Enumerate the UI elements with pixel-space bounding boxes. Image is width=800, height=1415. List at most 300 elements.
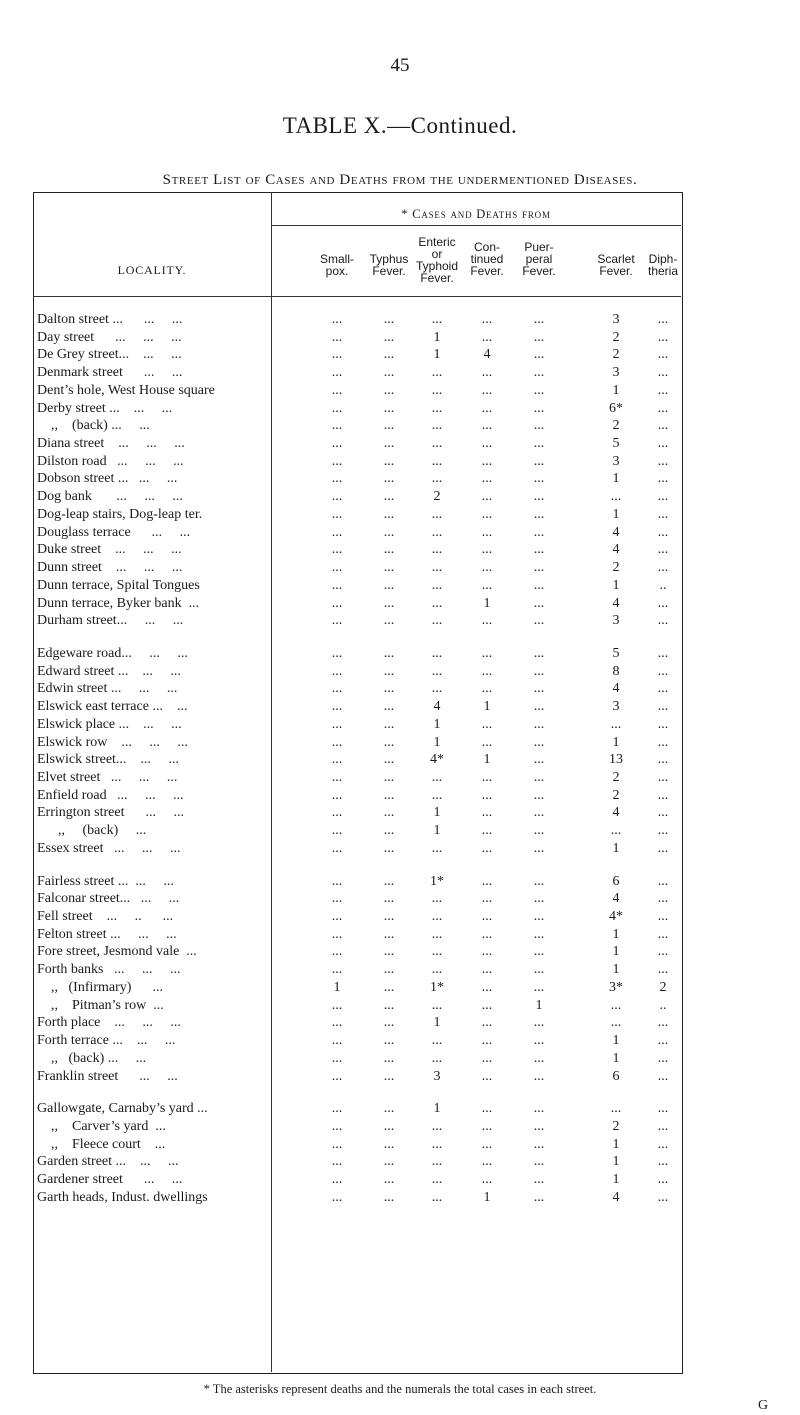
table-row bbox=[33, 890, 681, 907]
table-row bbox=[33, 577, 681, 594]
value-cell: 6* bbox=[609, 400, 623, 416]
value-cell: ... bbox=[331, 436, 343, 452]
value-cell: 2 bbox=[612, 787, 620, 803]
value-cell: ... bbox=[657, 716, 669, 732]
value-cell: ... bbox=[481, 873, 493, 889]
value-cell: ... bbox=[383, 944, 395, 960]
value-cell: ... bbox=[331, 962, 343, 978]
locality-cell: ,, (back) ... ... bbox=[37, 418, 150, 434]
value-cell: 1 bbox=[433, 1101, 441, 1117]
table-row bbox=[33, 470, 681, 487]
value-cell: ... bbox=[533, 595, 545, 611]
value-cell: ... bbox=[481, 1118, 493, 1134]
value-cell: ... bbox=[481, 577, 493, 593]
value-cell: ... bbox=[657, 944, 669, 960]
value-cell: ... bbox=[383, 997, 395, 1013]
table-subtitle: Street List of Cases and Deaths from the undermentioned Diseases. bbox=[162, 172, 638, 188]
table-row bbox=[33, 1050, 681, 1067]
value-cell: 4 bbox=[483, 347, 491, 363]
value-cell: ... bbox=[331, 699, 343, 715]
value-cell: ... bbox=[431, 840, 443, 856]
table-row bbox=[33, 1100, 681, 1117]
value-cell: ... bbox=[331, 926, 343, 942]
locality-cell: ,, (back) ... ... bbox=[37, 1050, 147, 1066]
value-cell: 1 bbox=[433, 329, 441, 345]
value-cell: ... bbox=[481, 770, 493, 785]
value-cell: ... bbox=[331, 542, 343, 558]
locality-cell: Enfield road ... ... ... bbox=[37, 787, 184, 803]
value-cell: ... bbox=[383, 577, 395, 593]
value-cell: ... bbox=[481, 542, 493, 558]
value-cell: ... bbox=[383, 560, 395, 576]
value-cell: 5 bbox=[612, 645, 620, 661]
locality-cell: Garth heads, Indust. dwellings bbox=[37, 1189, 208, 1205]
value-cell: ... bbox=[657, 752, 669, 768]
value-cell: ... bbox=[431, 663, 443, 679]
value-cell: 1 bbox=[612, 1050, 620, 1066]
value-cell: ... bbox=[533, 823, 545, 839]
value-cell: ... bbox=[657, 1172, 669, 1188]
value-cell: ... bbox=[331, 613, 343, 629]
value-cell: ... bbox=[383, 979, 395, 995]
table-row bbox=[33, 926, 681, 943]
value-cell: .. bbox=[659, 997, 667, 1013]
value-cell: ... bbox=[383, 663, 395, 679]
value-cell: 1 bbox=[433, 1015, 441, 1031]
value-cell: ... bbox=[481, 1136, 493, 1152]
value-cell: ... bbox=[533, 681, 545, 697]
value-cell: 1 bbox=[612, 926, 620, 942]
value-cell: ... bbox=[657, 595, 669, 611]
value-cell: ... bbox=[431, 1118, 443, 1134]
value-cell: ... bbox=[383, 453, 395, 469]
value-cell: ... bbox=[331, 577, 343, 593]
locality-cell: Franklin street ... ... bbox=[37, 1068, 178, 1084]
value-cell: ... bbox=[481, 506, 493, 522]
table-row bbox=[33, 559, 681, 576]
value-cell: ... bbox=[481, 560, 493, 576]
value-cell: ... bbox=[331, 471, 343, 487]
value-cell: ... bbox=[657, 613, 669, 629]
value-cell: ... bbox=[431, 382, 443, 398]
value-cell: ... bbox=[481, 1015, 493, 1031]
group-header-rule bbox=[271, 225, 681, 226]
table-row bbox=[33, 787, 681, 804]
locality-cell: Fell street ... .. ... bbox=[37, 909, 174, 925]
column-header: Puer- peral Fever. bbox=[522, 240, 556, 278]
value-cell: ... bbox=[481, 1050, 493, 1066]
table-row bbox=[33, 417, 681, 434]
locality-cell: Dalton street ... ... ... bbox=[37, 312, 183, 327]
column-header: Diph- theria bbox=[647, 252, 679, 278]
value-cell: ... bbox=[331, 524, 343, 540]
value-cell: ... bbox=[331, 1033, 343, 1049]
table-row bbox=[33, 595, 681, 612]
value-cell: ... bbox=[481, 645, 493, 661]
value-cell: ... bbox=[657, 1189, 669, 1205]
value-cell: ... bbox=[481, 716, 493, 732]
value-cell: ... bbox=[657, 909, 669, 925]
value-cell: ... bbox=[481, 823, 493, 839]
value-cell: ... bbox=[481, 1033, 493, 1049]
table-row bbox=[33, 822, 681, 839]
value-cell: ... bbox=[383, 1015, 395, 1031]
value-cell: ... bbox=[657, 506, 669, 522]
value-cell: 1 bbox=[483, 1189, 491, 1205]
value-cell: 1 bbox=[483, 699, 491, 715]
value-cell: ... bbox=[331, 506, 343, 522]
locality-cell: Elswick east terrace ... ... bbox=[37, 699, 188, 715]
value-cell: 3 bbox=[612, 453, 620, 469]
value-cell: 5 bbox=[612, 436, 620, 452]
locality-cell: ,, Fleece court ... bbox=[37, 1136, 166, 1152]
value-cell: ... bbox=[383, 347, 395, 363]
value-cell: ... bbox=[481, 840, 493, 856]
value-cell: ... bbox=[533, 1101, 545, 1117]
value-cell: ... bbox=[383, 312, 395, 327]
value-cell: ... bbox=[431, 962, 443, 978]
value-cell: ... bbox=[481, 489, 493, 505]
value-cell: ... bbox=[481, 312, 493, 327]
column-header: Scarlet Fever. bbox=[597, 252, 635, 278]
value-cell: ... bbox=[431, 613, 443, 629]
value-cell: 1 bbox=[612, 734, 620, 750]
value-cell: ... bbox=[431, 418, 443, 434]
value-cell: 1 bbox=[612, 1154, 620, 1170]
locality-cell: Dunn street ... ... ... bbox=[37, 560, 183, 576]
value-cell: ... bbox=[383, 1068, 395, 1084]
page-number: 45 bbox=[390, 55, 410, 76]
table-row bbox=[33, 346, 681, 363]
table-row bbox=[33, 524, 681, 541]
value-cell: 2 bbox=[612, 329, 620, 345]
value-cell: ... bbox=[331, 1015, 343, 1031]
value-cell: 1 bbox=[612, 840, 620, 856]
value-cell: ... bbox=[331, 1189, 343, 1205]
value-cell: ... bbox=[657, 699, 669, 715]
value-cell: 1 bbox=[612, 577, 620, 593]
value-cell: ... bbox=[431, 944, 443, 960]
table-row bbox=[33, 908, 681, 925]
value-cell: ... bbox=[383, 436, 395, 452]
value-cell: ... bbox=[431, 1136, 443, 1152]
value-cell: ... bbox=[431, 1172, 443, 1188]
value-cell: ... bbox=[431, 1154, 443, 1170]
locality-header: LOCALITY. bbox=[117, 263, 187, 277]
value-cell: ... bbox=[481, 944, 493, 960]
value-cell: 1 bbox=[612, 471, 620, 487]
locality-cell: Edward street ... ... ... bbox=[37, 663, 181, 679]
value-cell: ... bbox=[533, 699, 545, 715]
locality-cell: De Grey street... ... ... bbox=[37, 347, 182, 363]
value-cell: ... bbox=[481, 734, 493, 750]
value-cell: ... bbox=[383, 400, 395, 416]
value-cell: 2 bbox=[659, 979, 667, 995]
value-cell: ... bbox=[481, 1068, 493, 1084]
value-cell: ... bbox=[657, 891, 669, 907]
value-cell: ... bbox=[331, 645, 343, 661]
table-row bbox=[33, 506, 681, 523]
value-cell: ... bbox=[657, 1050, 669, 1066]
value-cell: ... bbox=[383, 873, 395, 889]
value-cell: ... bbox=[610, 823, 622, 839]
value-cell: ... bbox=[331, 1154, 343, 1170]
table-row bbox=[33, 1136, 681, 1153]
value-cell: ... bbox=[431, 453, 443, 469]
value-cell: 4 bbox=[612, 524, 620, 540]
value-cell: ... bbox=[657, 926, 669, 942]
value-cell: ... bbox=[657, 524, 669, 540]
value-cell: ... bbox=[657, 347, 669, 363]
table-row bbox=[33, 769, 681, 786]
table-row bbox=[33, 663, 681, 680]
value-cell: ... bbox=[431, 524, 443, 540]
value-cell: ... bbox=[431, 997, 443, 1013]
value-cell: ... bbox=[431, 926, 443, 942]
value-cell: ... bbox=[533, 716, 545, 732]
value-cell: 1 bbox=[483, 595, 491, 611]
value-cell: ... bbox=[383, 595, 395, 611]
value-cell: 2 bbox=[612, 1118, 620, 1134]
value-cell: ... bbox=[383, 823, 395, 839]
value-cell: ... bbox=[331, 382, 343, 398]
value-cell: ... bbox=[533, 418, 545, 434]
value-cell: ... bbox=[533, 663, 545, 679]
table-row bbox=[33, 364, 681, 381]
table-row bbox=[33, 997, 681, 1014]
value-cell: ... bbox=[383, 926, 395, 942]
value-cell: ... bbox=[657, 382, 669, 398]
value-cell: ... bbox=[657, 840, 669, 856]
locality-cell: ,, Pitman’s row ... bbox=[37, 997, 164, 1013]
value-cell: ... bbox=[533, 613, 545, 629]
table-row bbox=[33, 873, 681, 890]
locality-cell: Elswick street... ... ... bbox=[37, 752, 179, 768]
value-cell: ... bbox=[533, 752, 545, 768]
value-cell: ... bbox=[533, 909, 545, 925]
value-cell: ... bbox=[383, 962, 395, 978]
value-cell: ... bbox=[481, 663, 493, 679]
value-cell: ... bbox=[533, 453, 545, 469]
value-cell: ... bbox=[533, 329, 545, 345]
value-cell: 2 bbox=[612, 418, 620, 434]
value-cell: ... bbox=[331, 891, 343, 907]
locality-cell: Forth terrace ... ... ... bbox=[37, 1033, 176, 1049]
group-header: * Cases and Deaths from bbox=[401, 207, 551, 221]
value-cell: ... bbox=[331, 489, 343, 505]
value-cell: ... bbox=[481, 926, 493, 942]
value-cell: ... bbox=[331, 716, 343, 732]
value-cell: ... bbox=[533, 770, 545, 785]
value-cell: ... bbox=[533, 1015, 545, 1031]
value-cell: ... bbox=[481, 329, 493, 345]
value-cell: ... bbox=[383, 506, 395, 522]
value-cell: ... bbox=[657, 823, 669, 839]
locality-cell: Edgeware road... ... ... bbox=[37, 645, 188, 661]
value-cell: ... bbox=[657, 489, 669, 505]
value-cell: ... bbox=[331, 752, 343, 768]
value-cell: ... bbox=[657, 365, 669, 381]
value-cell: ... bbox=[431, 560, 443, 576]
table-row bbox=[33, 1032, 681, 1049]
value-cell: 1 bbox=[612, 382, 620, 398]
value-cell: 1 bbox=[535, 997, 543, 1013]
locality-cell: Dog-leap stairs, Dog-leap ter. bbox=[37, 506, 203, 522]
value-cell: ... bbox=[481, 524, 493, 540]
value-cell: ... bbox=[331, 1068, 343, 1084]
value-cell: 4 bbox=[612, 891, 620, 907]
value-cell: ... bbox=[431, 1050, 443, 1066]
table-row bbox=[33, 979, 681, 996]
value-cell: ... bbox=[383, 542, 395, 558]
value-cell: ... bbox=[533, 382, 545, 398]
value-cell: ... bbox=[383, 716, 395, 732]
table-row bbox=[33, 1171, 681, 1188]
value-cell: ... bbox=[331, 1101, 343, 1117]
value-cell: ... bbox=[331, 909, 343, 925]
value-cell: ... bbox=[331, 312, 343, 327]
value-cell: ... bbox=[481, 436, 493, 452]
value-cell: ... bbox=[431, 1033, 443, 1049]
value-cell: ... bbox=[331, 805, 343, 821]
locality-cell: Douglass terrace ... ... bbox=[37, 524, 191, 540]
value-cell: ... bbox=[431, 506, 443, 522]
value-cell: ... bbox=[481, 681, 493, 697]
value-cell: 2 bbox=[433, 489, 441, 505]
value-cell: ... bbox=[610, 997, 622, 1013]
value-cell: ... bbox=[610, 489, 622, 505]
value-cell: ... bbox=[383, 382, 395, 398]
value-cell: ... bbox=[533, 805, 545, 821]
value-cell: ... bbox=[431, 909, 443, 925]
value-cell: .. bbox=[659, 577, 667, 593]
table-row bbox=[33, 1153, 681, 1170]
value-cell: ... bbox=[331, 997, 343, 1013]
locality-cell: Diana street ... ... ... bbox=[37, 436, 185, 452]
table-row bbox=[33, 400, 681, 417]
table-row bbox=[33, 453, 681, 470]
value-cell: 4 bbox=[612, 542, 620, 558]
value-cell: ... bbox=[331, 595, 343, 611]
value-cell: 4 bbox=[612, 805, 620, 821]
table-row bbox=[33, 961, 681, 978]
value-cell: ... bbox=[331, 560, 343, 576]
value-cell: 4 bbox=[612, 1189, 620, 1205]
value-cell: ... bbox=[331, 663, 343, 679]
value-cell: ... bbox=[331, 1118, 343, 1134]
value-cell: ... bbox=[533, 365, 545, 381]
value-cell: ... bbox=[431, 365, 443, 381]
value-cell: ... bbox=[383, 524, 395, 540]
value-cell: ... bbox=[533, 542, 545, 558]
value-cell: ... bbox=[431, 312, 443, 327]
value-cell: ... bbox=[533, 506, 545, 522]
value-cell: ... bbox=[533, 944, 545, 960]
value-cell: ... bbox=[533, 1172, 545, 1188]
table-row bbox=[33, 1068, 681, 1085]
value-cell: ... bbox=[383, 1118, 395, 1134]
locality-cell: Dobson street ... ... ... bbox=[37, 471, 178, 487]
value-cell: ... bbox=[657, 418, 669, 434]
value-cell: ... bbox=[481, 1172, 493, 1188]
value-cell: ... bbox=[383, 489, 395, 505]
value-cell: ... bbox=[383, 787, 395, 803]
table-row bbox=[33, 804, 681, 821]
table-row bbox=[33, 1118, 681, 1135]
locality-cell: Essex street ... ... ... bbox=[37, 840, 181, 856]
locality-cell: Forth place ... ... ... bbox=[37, 1015, 181, 1031]
locality-cell: Fore street, Jesmond vale ... bbox=[37, 944, 197, 960]
value-cell: ... bbox=[657, 645, 669, 661]
value-cell: ... bbox=[383, 1033, 395, 1049]
locality-cell: Felton street ... ... ... bbox=[37, 926, 177, 942]
locality-cell: Edwin street ... ... ... bbox=[37, 681, 178, 697]
value-cell: 4 bbox=[612, 595, 620, 611]
value-cell: ... bbox=[481, 805, 493, 821]
locality-cell: Duke street ... ... ... bbox=[37, 542, 182, 558]
value-cell: ... bbox=[431, 400, 443, 416]
value-cell: ... bbox=[657, 873, 669, 889]
value-cell: ... bbox=[331, 1050, 343, 1066]
value-cell: ... bbox=[533, 489, 545, 505]
value-cell: 13 bbox=[609, 752, 623, 768]
value-cell: ... bbox=[533, 979, 545, 995]
value-cell: ... bbox=[481, 979, 493, 995]
table-title: TABLE X.—Continued. bbox=[282, 113, 518, 138]
locality-cell: Elswick place ... ... ... bbox=[37, 716, 182, 732]
table-row bbox=[33, 1014, 681, 1031]
value-cell: ... bbox=[331, 400, 343, 416]
value-cell: ... bbox=[533, 734, 545, 750]
table-row bbox=[33, 311, 681, 328]
value-cell: ... bbox=[481, 418, 493, 434]
value-cell: ... bbox=[533, 577, 545, 593]
value-cell: ... bbox=[481, 1101, 493, 1117]
locality-cell: Forth banks ... ... ... bbox=[37, 962, 181, 978]
value-cell: ... bbox=[533, 560, 545, 576]
value-cell: 1 bbox=[433, 716, 441, 732]
locality-cell: Dent’s hole, West House square bbox=[37, 382, 215, 398]
value-cell: ... bbox=[431, 595, 443, 611]
value-cell: 1 bbox=[612, 962, 620, 978]
value-cell: ... bbox=[533, 1050, 545, 1066]
value-cell: ... bbox=[481, 453, 493, 469]
value-cell: ... bbox=[331, 365, 343, 381]
value-cell: ... bbox=[383, 770, 395, 785]
value-cell: ... bbox=[657, 312, 669, 327]
value-cell: 3 bbox=[612, 613, 620, 629]
value-cell: 4* bbox=[430, 752, 444, 768]
value-cell: ... bbox=[657, 453, 669, 469]
value-cell: ... bbox=[481, 962, 493, 978]
table-row bbox=[33, 382, 681, 399]
value-cell: 1 bbox=[433, 823, 441, 839]
locality-cell: Gallowgate, Carnaby’s yard ... bbox=[37, 1101, 208, 1117]
value-cell: ... bbox=[533, 1068, 545, 1084]
value-cell: 3* bbox=[609, 979, 623, 995]
value-cell: ... bbox=[533, 1136, 545, 1152]
table-row bbox=[33, 716, 681, 733]
value-cell: ... bbox=[331, 1172, 343, 1188]
value-cell: ... bbox=[331, 770, 343, 785]
value-cell: ... bbox=[657, 770, 669, 785]
table-row bbox=[33, 698, 681, 715]
locality-cell: ,, (Infirmary) ... bbox=[37, 979, 163, 995]
locality-cell: Derby street ... ... ... bbox=[37, 400, 173, 416]
value-cell: ... bbox=[657, 400, 669, 416]
value-cell: ... bbox=[610, 1101, 622, 1117]
value-cell: ... bbox=[481, 1154, 493, 1170]
